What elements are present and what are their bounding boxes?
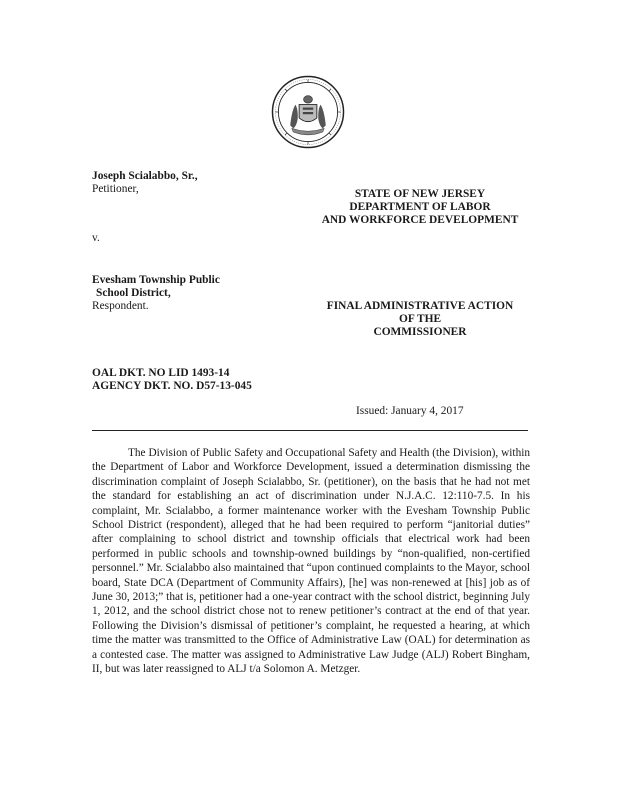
versus-label: v. [92, 232, 100, 244]
body-paragraph: The Division of Public Safety and Occupational Safety and Health (the Division), within the Department of Labor and Workforce Development, issued a determination dismissing the discrimination complaint of Joseph Scialabbo, Sr. (petitioner), on the basis that he had not met the standard for establishing an act of discrimination under N.J.A.C. 12:110-7.5. In his complaint, Mr. Scialabbo, a former maintenance worker with the Evesham Township Public School District (respondent), alleged that he had been required to perform “janitorial duties” after complaining to school district and township officials that electrical work had been performed in public schools and township-owned buildings by “non-qualified, non-certified personnel.” Mr. Scialabbo also maintained that “upon continued complaints to the Mayor, school board, State DCA (Department of Community Affairs), [he] was non-renewed at [his] job as of June 30, 2013;” that is, petitioner had a one-year contract with the school district, beginning July 1, 2012, and the school district chose not to renew petitioner’s contract at the end of that year. Following the Division’s dismissal of petitioner’s complaint, he requested a hearing, at which time the matter was transmitted to the Office of Administrative Law (OAL) for determination as a contested case. The matter was assigned to Administrative Law Judge (ALJ) Robert Bingham, II, but was later reassigned to ALJ t/a Solomon A. Metzger. [92, 447, 530, 676]
agency-line1: STATE OF NEW JERSEY [354, 188, 486, 200]
issued-date: Issued: January 4, 2017 [356, 405, 464, 417]
agency-docket-number: AGENCY DKT. NO. D57-13-045 [92, 380, 252, 392]
oal-docket-number: OAL DKT. NO LID 1493-14 [92, 367, 230, 379]
agency-line2: DEPARTMENT OF LABOR [349, 201, 491, 213]
petitioner-name: Joseph Scialabbo, Sr., [92, 170, 198, 182]
respondent-role: Respondent. [92, 300, 149, 312]
action-title-line2: OF THE [398, 313, 442, 325]
respondent-name-line2: School District, [96, 287, 171, 299]
action-title-line1: FINAL ADMINISTRATIVE ACTION [326, 300, 514, 312]
petitioner-role: Petitioner, [92, 183, 139, 195]
horizontal-rule [92, 430, 528, 431]
agency-line3: AND WORKFORCE DEVELOPMENT [321, 214, 519, 226]
action-title-line3: COMMISSIONER [373, 326, 467, 338]
state-seal-icon [271, 75, 345, 149]
respondent-name-line1: Evesham Township Public [92, 274, 220, 286]
